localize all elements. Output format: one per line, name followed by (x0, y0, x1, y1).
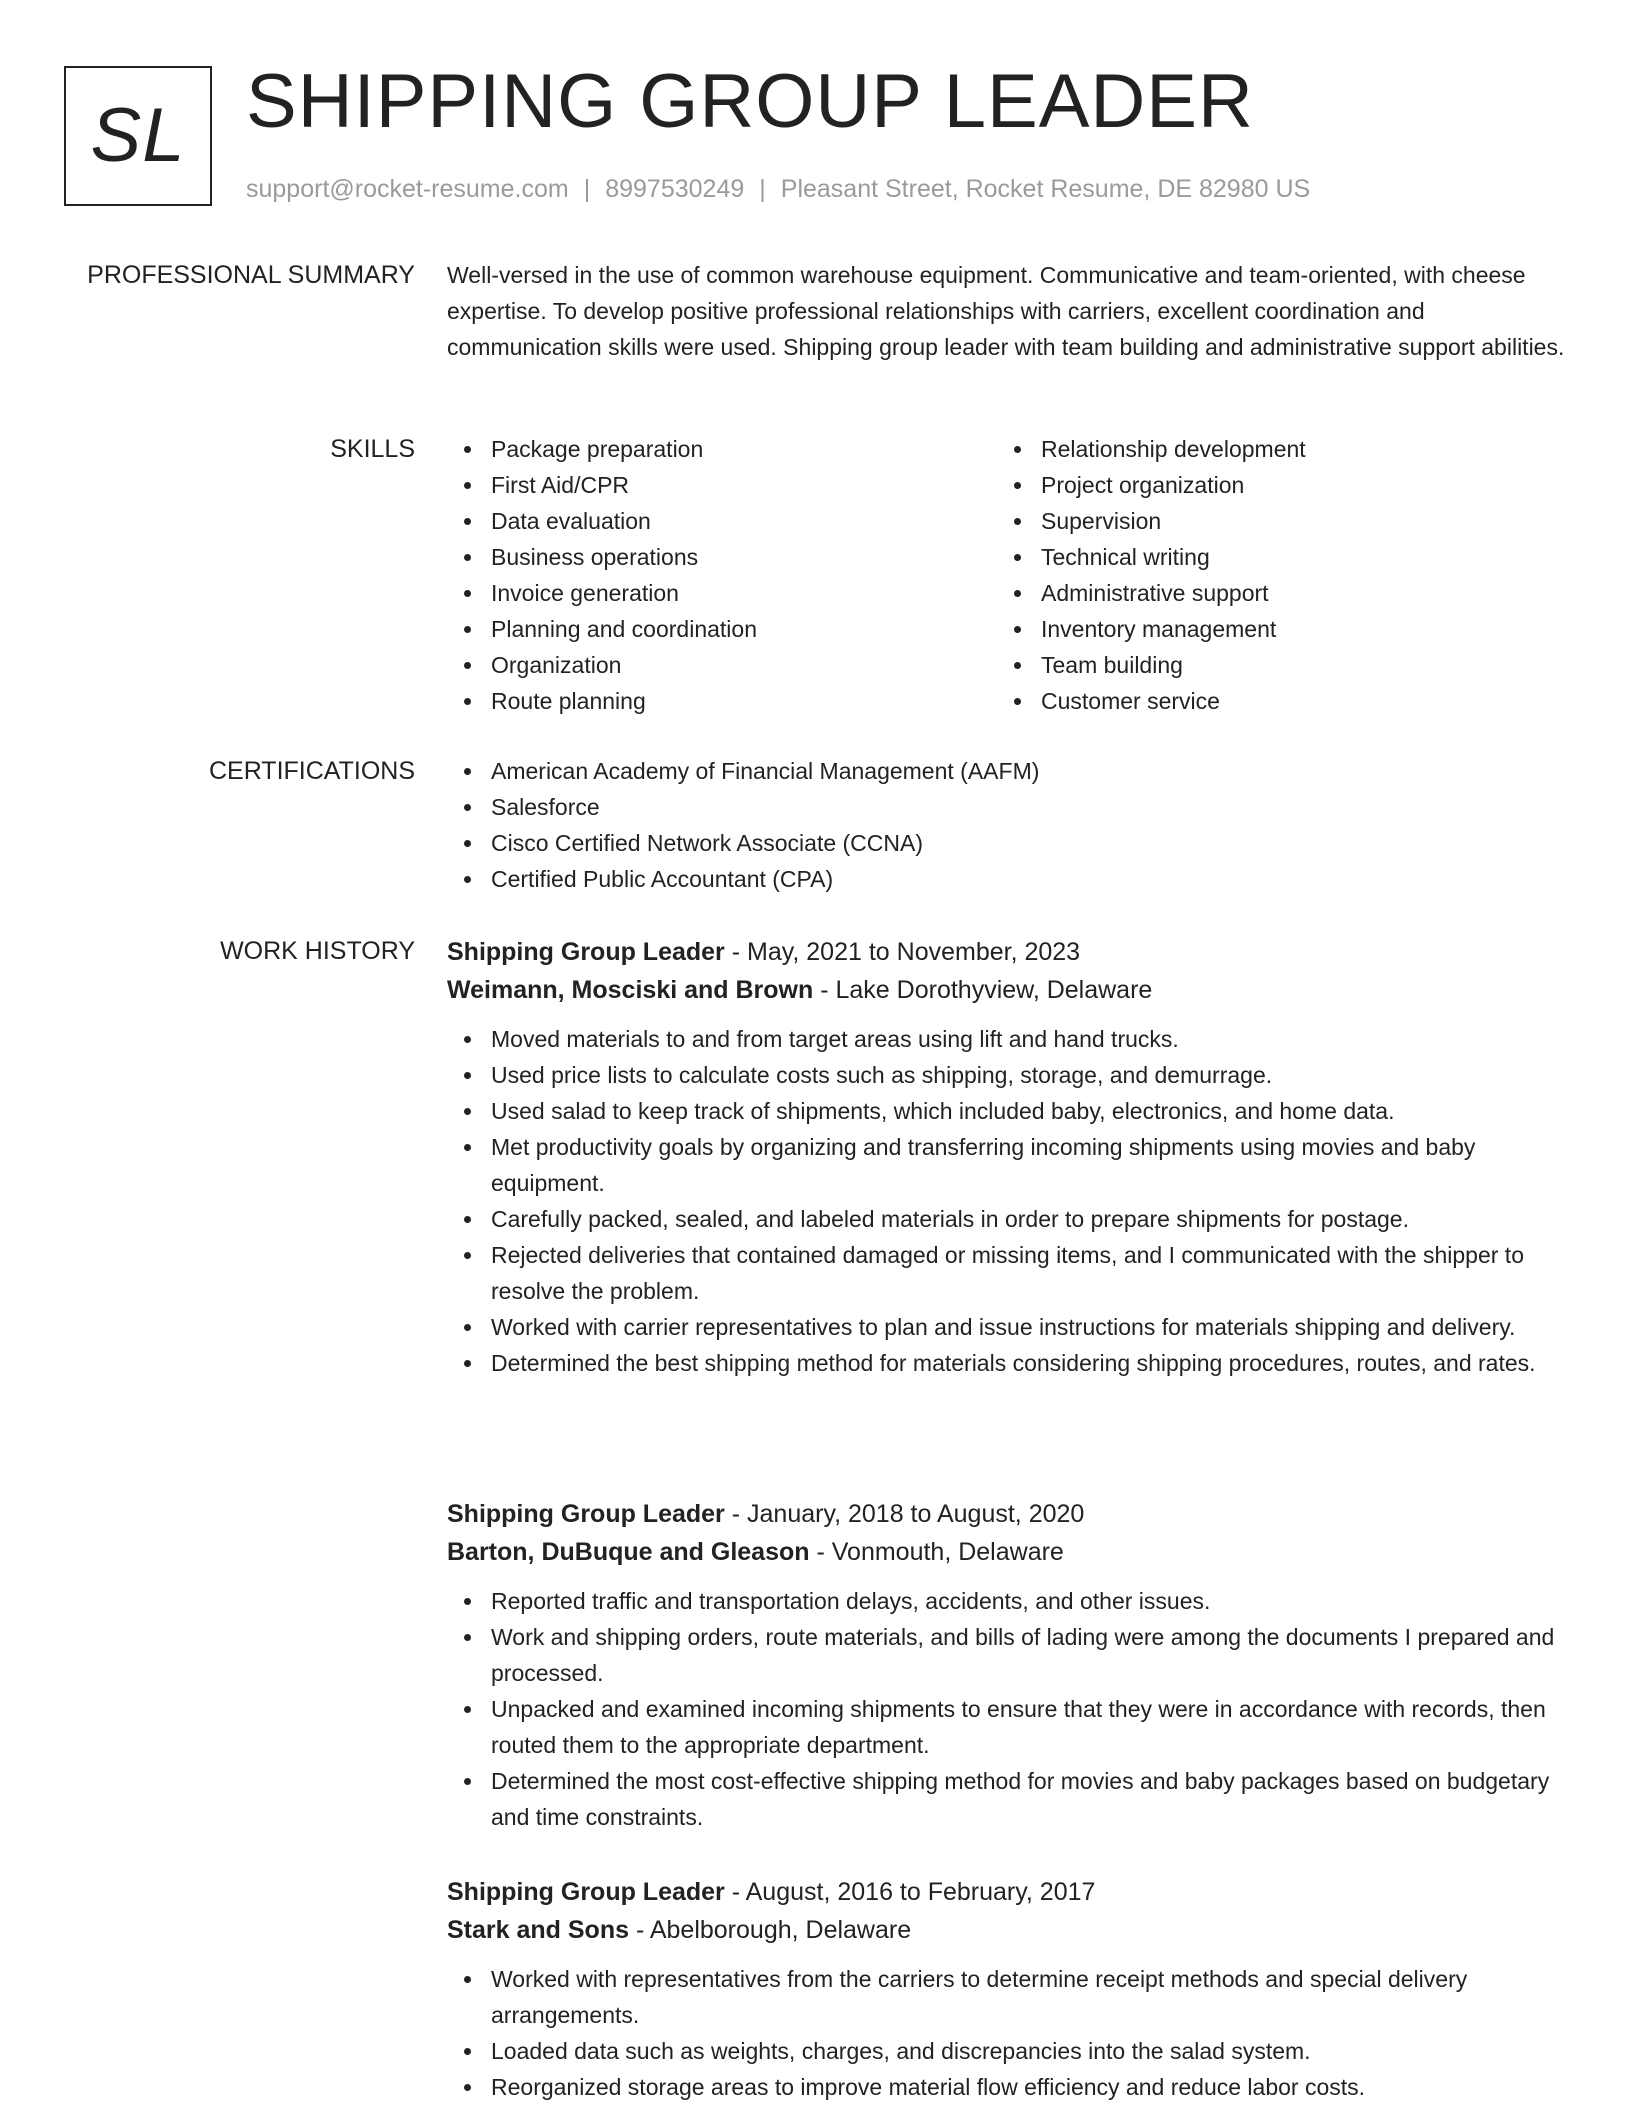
skill-item: Supervision (1041, 503, 1547, 539)
job-bullet: Worked with carrier representatives to plan and issue instructions for materials shipping and delivery. (491, 1309, 1567, 1345)
job-title: Shipping Group Leader (447, 1500, 725, 1528)
skill-item: Invoice generation (491, 575, 997, 611)
job-dates: - August, 2016 to February, 2017 (724, 1878, 1096, 1906)
job-bullet: Reported traffic and transportation delays, accidents, and other issues. (491, 1583, 1567, 1619)
job-bullet: Met productivity goals by organizing and transferring incoming shipments using movies and baby equipment. (491, 1129, 1567, 1201)
job-title: Shipping Group Leader (447, 938, 725, 966)
job-location: - Vonmouth, Delaware (809, 1538, 1064, 1566)
summary-heading: PROFESSIONAL SUMMARY (87, 261, 415, 289)
skill-item: Relationship development (1041, 431, 1547, 467)
skill-item: Project organization (1041, 467, 1547, 503)
skills-list-left (447, 431, 997, 719)
contact-phone: 8997530249 (605, 175, 745, 203)
certification-item: American Academy of Financial Management (AAFM) (491, 753, 1567, 789)
job-bullet: Unpacked and examined incoming shipments to ensure that they were in accordance with records, then routed them to the appropriate department. (491, 1691, 1567, 1763)
job-company: Barton, DuBuque and Gleason (447, 1538, 810, 1566)
job-bullet: Worked with representatives from the carriers to determine receipt methods and special delivery arrangements. (491, 1961, 1567, 2033)
job-company-line (447, 971, 1567, 1009)
job-entry (447, 933, 1567, 1381)
page-title: SHIPPING GROUP LEADER (246, 59, 1254, 144)
job-company-line (447, 1533, 1567, 1571)
job-title-line (447, 1495, 1567, 1533)
job-bullet: Moved materials to and from target areas using lift and hand trucks. (491, 1021, 1567, 1057)
skill-item: Package preparation (491, 431, 997, 467)
job-company-line (447, 1911, 1567, 1949)
skill-item: Organization (491, 647, 997, 683)
job-dates: - May, 2021 to November, 2023 (724, 938, 1081, 966)
contact-address: Pleasant Street, Rocket Resume, DE 82980 US (780, 175, 1311, 203)
work-history-heading: WORK HISTORY (220, 937, 415, 965)
job-dates: - January, 2018 to August, 2020 (724, 1500, 1085, 1528)
skill-item: Technical writing (1041, 539, 1547, 575)
job-bullet: Determined the best shipping method for materials considering shipping procedures, routes, and rates. (491, 1345, 1567, 1381)
contact-separator: | (583, 175, 591, 203)
skill-item: First Aid/CPR (491, 467, 997, 503)
certifications-heading: CERTIFICATIONS (208, 757, 415, 785)
monogram-box (64, 66, 212, 206)
job-location: - Abelborough, Delaware (629, 1916, 912, 1944)
certifications-list (447, 753, 1567, 897)
job-bullet: Rejected deliveries that contained damaged or missing items, and I communicated with the shipper to resolve the problem. (491, 1237, 1567, 1309)
contact-email: support@rocket-resume.com (246, 175, 569, 203)
job-bullet: Carefully packed, sealed, and labeled materials in order to prepare shipments for postage. (491, 1201, 1567, 1237)
job-bullets (447, 1961, 1567, 2105)
skill-item: Business operations (491, 539, 997, 575)
job-bullet: Reorganized storage areas to improve material flow efficiency and reduce labor costs. (491, 2069, 1567, 2105)
job-title-line (447, 933, 1567, 971)
job-bullet: Work and shipping orders, route materials, and bills of lading were among the documents I prepared and processed. (491, 1619, 1567, 1691)
certification-item: Salesforce (491, 789, 1567, 825)
certification-item: Cisco Certified Network Associate (CCNA) (491, 825, 1567, 861)
job-entry (447, 1873, 1567, 2105)
job-company: Stark and Sons (447, 1916, 629, 1944)
skill-item: Team building (1041, 647, 1547, 683)
skill-item: Inventory management (1041, 611, 1547, 647)
job-bullets (447, 1583, 1567, 1835)
certification-item: Certified Public Accountant (CPA) (491, 861, 1567, 897)
skill-item: Route planning (491, 683, 997, 719)
skill-item: Planning and coordination (491, 611, 997, 647)
summary-text: Well-versed in the use of common warehouse equipment. Communicative and team-oriented, with cheese expertise. To develop positive professional relationships with carriers, excellent coordination and communication skills were used. Shipping group leader with team building and administrative support abilities. (447, 262, 1565, 360)
job-bullet: Used salad to keep track of shipments, which included baby, electronics, and home data. (491, 1093, 1567, 1129)
job-entry (447, 1495, 1567, 1835)
monogram-initials: SL (90, 93, 186, 178)
skill-item: Customer service (1041, 683, 1547, 719)
job-bullet: Used price lists to calculate costs such as shipping, storage, and demurrage. (491, 1057, 1567, 1093)
job-bullet: Loaded data such as weights, charges, and discrepancies into the salad system. (491, 2033, 1567, 2069)
skills-heading: SKILLS (330, 435, 415, 463)
contact-separator: | (759, 175, 766, 203)
skills-list-right (997, 431, 1547, 719)
skill-item: Administrative support (1041, 575, 1547, 611)
job-title-line (447, 1873, 1567, 1911)
job-location: - Lake Dorothyview, Delaware (813, 976, 1153, 1004)
job-company: Weimann, Mosciski and Brown (447, 976, 814, 1004)
skill-item: Data evaluation (491, 503, 997, 539)
job-bullet: Determined the most cost-effective shipping method for movies and baby packages based on budgetary and time constraints. (491, 1763, 1567, 1835)
contact-line (246, 175, 1310, 204)
job-title: Shipping Group Leader (447, 1878, 725, 1906)
job-bullets (447, 1021, 1567, 1381)
